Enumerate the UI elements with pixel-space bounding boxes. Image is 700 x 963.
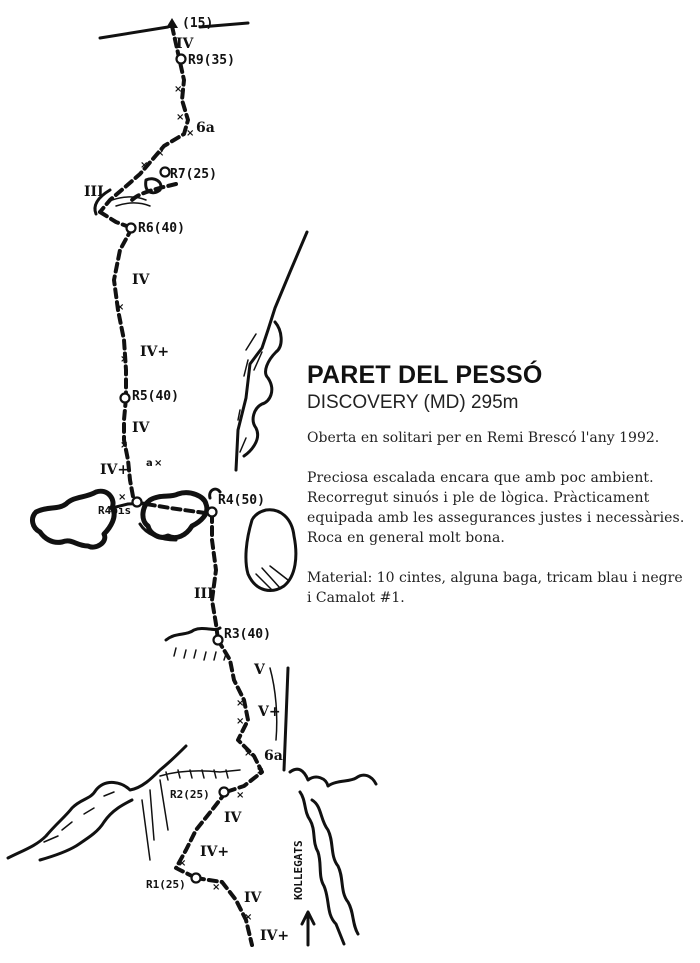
svg-text:a: a (146, 458, 153, 469)
belay-r9 (177, 55, 186, 64)
wall-title: PARET DEL PESSÓ (307, 361, 543, 389)
svg-text:×: × (176, 112, 185, 123)
summit-marker (166, 18, 178, 28)
svg-text:×: × (140, 160, 149, 171)
svg-text:×: × (154, 458, 163, 469)
grade-l7a: IV (132, 272, 150, 288)
grade-l3b: V+ (258, 704, 281, 720)
svg-text:×: × (236, 698, 245, 709)
approach-label: KOLLEGATS (292, 840, 305, 900)
grade-l2b: IV+ (200, 844, 230, 860)
belay-r4 (208, 508, 217, 517)
belay-label-r1: R1(25) (146, 878, 186, 891)
grade-l10: IV (176, 36, 194, 52)
belay-r6 (127, 224, 136, 233)
grade-l1b: IV+ (260, 928, 290, 944)
belay-label-r4bis: R4bis (98, 504, 132, 517)
grade-l7b: IV+ (140, 344, 170, 360)
grade-l4: III (194, 586, 214, 602)
svg-text:×: × (178, 858, 187, 869)
grade-l3c: 6a (264, 748, 283, 764)
belay-r1 (192, 874, 201, 883)
svg-text:×: × (120, 354, 129, 365)
svg-text:×: × (116, 302, 125, 313)
belay-r5 (121, 394, 130, 403)
svg-text:×: × (256, 766, 265, 777)
svg-text:×: × (244, 912, 253, 923)
grade-l3a: V (254, 662, 265, 678)
grade-l9: 6a (196, 120, 215, 136)
belay-label-r3: R3(40) (224, 627, 271, 642)
belay-label-r9: R9(35) (188, 53, 235, 68)
belay-r3 (214, 636, 223, 645)
route-material: Material: 10 cintes, alguna baga, tricam blau i negre i Camalot #1. (307, 570, 683, 606)
cliff-outline-lower-right (270, 668, 376, 944)
route-description: Preciosa escalada encara que amb poc ambient. Recorregut sinuós i ple de lògica. Pràcticament equipada amb les assegurances justes i necessàries. Roca en general molt bona. (307, 470, 685, 546)
belay-label-r6: R6(40) (138, 221, 185, 236)
approach-arrow (302, 912, 314, 945)
belay-label-r4: R4(50) (218, 493, 265, 508)
svg-text:×: × (236, 716, 245, 727)
grade-l8: III (84, 184, 104, 200)
belay-label-summit: (15) (182, 16, 214, 31)
cliff-outline-lower-left (8, 746, 240, 860)
route-first-ascent: Oberta en solitari per en Remi Brescó l'any 1992. (307, 430, 660, 446)
route-info-panel (307, 360, 687, 608)
belay-label-r5: R5(40) (132, 389, 179, 404)
route-subtitle: DISCOVERY (MD) 295m (307, 392, 519, 413)
svg-text:×: × (156, 148, 165, 159)
belay-r4bis (133, 498, 142, 507)
boulder (246, 510, 296, 591)
cliff-outline-upper-right (236, 232, 307, 470)
svg-text:×: × (186, 128, 195, 139)
belay-r7 (161, 168, 170, 177)
svg-text:×: × (118, 492, 127, 503)
grade-l6a: IV (132, 420, 150, 436)
belay-label-r7: R7(25) (170, 167, 217, 182)
svg-text:×: × (174, 84, 183, 95)
svg-text:×: × (120, 440, 129, 451)
belay-r2 (220, 788, 229, 797)
svg-text:×: × (244, 748, 253, 759)
route-line (100, 26, 265, 945)
grade-l6b: IV+ (100, 462, 130, 478)
belay-label-r2: R2(25) (170, 788, 210, 801)
grade-l1a: IV (244, 890, 262, 906)
svg-text:×: × (236, 790, 245, 801)
grade-l2a: IV (224, 810, 242, 826)
svg-text:×: × (212, 882, 221, 893)
